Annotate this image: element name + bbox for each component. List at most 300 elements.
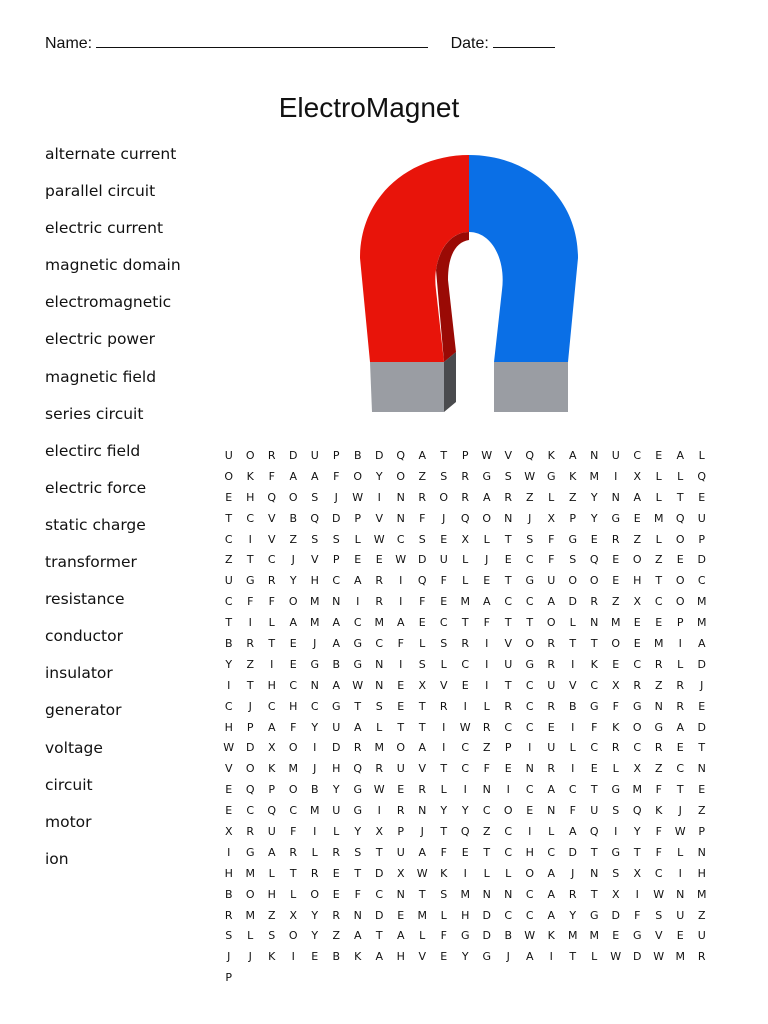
grid-letter[interactable]: Y [440, 804, 448, 818]
grid-letter[interactable]: F [655, 845, 662, 859]
grid-letter[interactable]: I [291, 950, 295, 964]
grid-letter[interactable]: E [332, 866, 340, 880]
grid-letter[interactable]: B [224, 637, 233, 651]
grid-letter[interactable]: X [547, 511, 556, 525]
grid-letter[interactable]: S [440, 637, 448, 651]
grid-letter[interactable]: F [397, 637, 404, 651]
grid-letter[interactable]: O [675, 595, 685, 609]
grid-letter[interactable]: C [224, 699, 233, 713]
grid-letter[interactable]: I [485, 637, 489, 651]
grid-letter[interactable]: L [569, 616, 576, 630]
grid-letter[interactable]: I [399, 574, 403, 588]
grid-letter[interactable]: T [590, 887, 598, 901]
grid-letter[interactable]: D [375, 866, 384, 880]
grid-letter[interactable]: O [482, 511, 492, 525]
grid-letter[interactable]: G [525, 574, 535, 588]
grid-letter[interactable]: S [268, 929, 276, 943]
grid-letter[interactable]: C [504, 908, 513, 922]
grid-letter[interactable]: W [524, 929, 536, 943]
grid-letter[interactable]: O [525, 866, 535, 880]
grid-letter[interactable]: G [525, 657, 535, 671]
grid-letter[interactable]: R [697, 950, 706, 964]
grid-letter[interactable]: U [504, 657, 513, 671]
grid-letter[interactable]: X [633, 469, 642, 483]
grid-letter[interactable]: U [439, 553, 448, 567]
grid-letter[interactable]: O [224, 469, 234, 483]
grid-letter[interactable]: X [375, 825, 384, 839]
grid-letter[interactable]: J [248, 699, 252, 713]
grid-letter[interactable]: M [310, 595, 320, 609]
grid-letter[interactable]: Q [460, 511, 470, 525]
grid-letter[interactable]: J [571, 866, 575, 880]
grid-letter[interactable]: A [353, 929, 362, 943]
grid-letter[interactable]: E [698, 783, 706, 797]
grid-letter[interactable]: A [332, 678, 341, 692]
grid-letter[interactable]: I [549, 950, 553, 964]
grid-letter[interactable]: N [547, 804, 556, 818]
grid-letter[interactable]: A [633, 490, 642, 504]
grid-letter[interactable]: N [396, 490, 405, 504]
grid-letter[interactable]: W [481, 449, 493, 462]
grid-letter[interactable]: T [418, 699, 426, 713]
grid-letter[interactable]: J [291, 553, 295, 567]
grid-letter[interactable]: C [482, 804, 491, 818]
grid-letter[interactable]: T [676, 490, 684, 504]
grid-letter[interactable]: D [611, 908, 620, 922]
grid-letter[interactable]: C [654, 595, 663, 609]
grid-letter[interactable]: C [525, 720, 534, 734]
grid-letter[interactable]: X [224, 825, 233, 839]
grid-letter[interactable]: Q [417, 574, 427, 588]
grid-letter[interactable]: C [633, 657, 642, 671]
grid-letter[interactable]: L [376, 720, 383, 734]
grid-letter[interactable]: R [461, 469, 470, 483]
grid-letter[interactable]: O [632, 720, 642, 734]
grid-letter[interactable]: T [225, 616, 233, 630]
grid-letter[interactable]: V [654, 929, 663, 943]
grid-letter[interactable]: N [310, 678, 319, 692]
grid-letter[interactable]: G [245, 845, 255, 859]
grid-letter[interactable]: R [676, 678, 685, 692]
grid-letter[interactable]: Z [224, 553, 233, 567]
grid-letter[interactable]: C [525, 887, 534, 901]
grid-letter[interactable]: C [461, 741, 470, 755]
grid-letter[interactable]: R [654, 741, 663, 755]
grid-letter[interactable]: V [267, 511, 276, 525]
grid-letter[interactable]: C [267, 699, 276, 713]
grid-letter[interactable]: Q [310, 511, 320, 525]
grid-letter[interactable]: P [676, 616, 684, 630]
grid-letter[interactable]: V [267, 532, 276, 546]
grid-letter[interactable]: A [568, 825, 577, 839]
grid-letter[interactable]: L [440, 908, 447, 922]
grid-letter[interactable]: G [310, 657, 320, 671]
grid-letter[interactable]: C [310, 699, 319, 713]
grid-letter[interactable]: L [483, 532, 490, 546]
grid-letter[interactable]: C [525, 908, 534, 922]
grid-letter[interactable]: C [439, 616, 448, 630]
grid-letter[interactable]: T [375, 929, 383, 943]
grid-letter[interactable]: L [612, 762, 619, 776]
grid-letter[interactable]: M [611, 616, 621, 630]
grid-letter[interactable]: O [288, 490, 298, 504]
grid-letter[interactable]: F [548, 532, 555, 546]
grid-letter[interactable]: R [375, 574, 384, 588]
grid-letter[interactable]: T [440, 449, 448, 462]
grid-letter[interactable]: H [461, 908, 470, 922]
grid-letter[interactable]: M [632, 783, 642, 797]
grid-letter[interactable]: E [698, 699, 706, 713]
grid-letter[interactable]: Q [267, 490, 277, 504]
grid-letter[interactable]: Y [311, 929, 319, 943]
grid-letter[interactable]: V [418, 762, 427, 776]
grid-letter[interactable]: X [611, 678, 620, 692]
grid-letter[interactable]: H [224, 866, 233, 880]
grid-letter[interactable]: R [267, 574, 276, 588]
grid-letter[interactable]: P [354, 511, 362, 525]
grid-letter[interactable]: L [483, 866, 490, 880]
grid-letter[interactable]: E [698, 490, 706, 504]
grid-letter[interactable]: P [225, 971, 233, 985]
grid-letter[interactable]: H [267, 887, 276, 901]
grid-letter[interactable]: E [225, 490, 233, 504]
grid-letter[interactable]: V [418, 950, 427, 964]
grid-letter[interactable]: G [353, 657, 363, 671]
grid-letter[interactable]: K [354, 950, 362, 964]
grid-letter[interactable]: R [482, 720, 491, 734]
grid-letter[interactable]: K [547, 449, 555, 462]
grid-letter[interactable]: U [332, 720, 341, 734]
grid-letter[interactable]: I [442, 741, 446, 755]
grid-letter[interactable]: H [697, 866, 706, 880]
grid-letter[interactable]: F [655, 783, 662, 797]
grid-letter[interactable]: P [332, 449, 340, 462]
grid-letter[interactable]: Z [267, 908, 276, 922]
grid-letter[interactable]: U [547, 574, 556, 588]
grid-letter[interactable]: E [289, 637, 297, 651]
grid-letter[interactable]: Z [289, 532, 298, 546]
grid-letter[interactable]: K [590, 657, 598, 671]
grid-letter[interactable]: Y [569, 908, 577, 922]
grid-letter[interactable]: X [289, 908, 298, 922]
grid-letter[interactable]: P [698, 825, 706, 839]
grid-letter[interactable]: F [483, 762, 490, 776]
grid-letter[interactable]: R [547, 699, 556, 713]
grid-letter[interactable]: O [589, 574, 599, 588]
grid-letter[interactable]: R [289, 845, 298, 859]
grid-letter[interactable]: A [568, 449, 577, 462]
grid-letter[interactable]: Q [353, 762, 363, 776]
grid-letter[interactable]: I [463, 866, 467, 880]
grid-letter[interactable]: L [462, 553, 469, 567]
grid-letter[interactable]: S [612, 804, 620, 818]
grid-letter[interactable]: R [418, 783, 427, 797]
grid-letter[interactable]: E [332, 887, 340, 901]
grid-letter[interactable]: V [224, 762, 233, 776]
grid-letter[interactable]: E [590, 762, 598, 776]
grid-letter[interactable]: T [418, 887, 426, 901]
grid-letter[interactable]: E [633, 511, 641, 525]
grid-letter[interactable]: Y [225, 657, 233, 671]
grid-letter[interactable]: S [354, 845, 362, 859]
grid-letter[interactable]: T [483, 845, 491, 859]
grid-letter[interactable]: R [396, 804, 405, 818]
grid-letter[interactable]: F [290, 720, 297, 734]
grid-letter[interactable]: E [526, 804, 534, 818]
grid-letter[interactable]: G [353, 637, 363, 651]
grid-letter[interactable]: N [697, 845, 706, 859]
grid-letter[interactable]: R [332, 845, 341, 859]
grid-letter[interactable]: G [460, 929, 470, 943]
grid-letter[interactable]: L [677, 845, 684, 859]
grid-letter[interactable]: A [676, 449, 685, 462]
grid-letter[interactable]: I [678, 637, 682, 651]
grid-letter[interactable]: L [268, 616, 275, 630]
grid-letter[interactable]: R [224, 908, 233, 922]
grid-letter[interactable]: O [525, 637, 535, 651]
grid-letter[interactable]: S [311, 532, 319, 546]
grid-letter[interactable]: R [676, 699, 685, 713]
grid-letter[interactable]: I [635, 887, 639, 901]
grid-letter[interactable]: L [247, 929, 254, 943]
grid-letter[interactable]: E [612, 657, 620, 671]
grid-letter[interactable]: C [633, 741, 642, 755]
grid-letter[interactable]: K [246, 469, 254, 483]
grid-letter[interactable]: N [482, 887, 491, 901]
grid-letter[interactable]: G [589, 908, 599, 922]
grid-letter[interactable]: L [483, 699, 490, 713]
grid-letter[interactable]: T [354, 699, 362, 713]
grid-letter[interactable]: M [417, 908, 427, 922]
grid-letter[interactable]: Y [332, 783, 340, 797]
grid-letter[interactable]: F [569, 804, 576, 818]
grid-letter[interactable]: F [333, 469, 340, 483]
grid-letter[interactable]: A [310, 469, 319, 483]
grid-letter[interactable]: F [247, 595, 254, 609]
grid-letter[interactable]: Z [568, 490, 577, 504]
grid-letter[interactable]: R [547, 657, 556, 671]
grid-letter[interactable]: L [655, 532, 662, 546]
grid-letter[interactable]: E [655, 616, 663, 630]
grid-letter[interactable]: E [483, 574, 491, 588]
grid-letter[interactable]: I [678, 866, 682, 880]
grid-letter[interactable]: Q [589, 825, 599, 839]
grid-letter[interactable]: P [461, 449, 469, 462]
grid-letter[interactable]: C [246, 804, 255, 818]
grid-letter[interactable]: R [461, 637, 470, 651]
grid-letter[interactable]: L [677, 657, 684, 671]
grid-letter[interactable]: U [396, 762, 405, 776]
grid-letter[interactable]: L [419, 637, 426, 651]
grid-letter[interactable]: Y [311, 908, 319, 922]
grid-letter[interactable]: E [311, 950, 319, 964]
grid-letter[interactable]: I [614, 469, 618, 483]
grid-letter[interactable]: C [289, 678, 298, 692]
grid-letter[interactable]: E [225, 804, 233, 818]
grid-letter[interactable]: F [634, 908, 641, 922]
grid-letter[interactable]: I [270, 657, 274, 671]
grid-letter[interactable]: M [697, 887, 707, 901]
grid-letter[interactable]: N [375, 657, 384, 671]
grid-letter[interactable]: W [653, 950, 665, 964]
grid-letter[interactable]: E [676, 553, 684, 567]
grid-letter[interactable]: Q [245, 783, 255, 797]
grid-letter[interactable]: E [504, 762, 512, 776]
grid-letter[interactable]: T [461, 616, 469, 630]
grid-letter[interactable]: V [568, 678, 577, 692]
grid-letter[interactable]: I [571, 720, 575, 734]
grid-letter[interactable]: D [418, 553, 427, 567]
grid-letter[interactable]: Y [289, 574, 297, 588]
grid-letter[interactable]: G [245, 574, 255, 588]
grid-letter[interactable]: C [504, 720, 513, 734]
grid-letter[interactable]: S [332, 532, 340, 546]
grid-letter[interactable]: M [589, 929, 599, 943]
grid-letter[interactable]: E [612, 553, 620, 567]
grid-letter[interactable]: L [505, 866, 512, 880]
grid-letter[interactable]: F [419, 595, 426, 609]
grid-letter[interactable]: G [632, 929, 642, 943]
grid-letter[interactable]: F [268, 469, 275, 483]
grid-letter[interactable]: C [525, 783, 534, 797]
grid-letter[interactable]: R [611, 741, 620, 755]
grid-letter[interactable]: Q [697, 469, 707, 483]
grid-letter[interactable]: L [268, 866, 275, 880]
grid-letter[interactable]: E [440, 532, 448, 546]
grid-letter[interactable]: D [332, 741, 341, 755]
grid-letter[interactable]: F [354, 887, 361, 901]
grid-letter[interactable]: D [332, 511, 341, 525]
grid-letter[interactable]: Q [267, 804, 277, 818]
grid-letter[interactable]: M [589, 469, 599, 483]
grid-letter[interactable]: F [440, 929, 447, 943]
grid-letter[interactable]: S [311, 490, 319, 504]
grid-letter[interactable]: O [288, 783, 298, 797]
grid-letter[interactable]: S [418, 657, 426, 671]
grid-letter[interactable]: N [611, 490, 620, 504]
grid-letter[interactable]: V [504, 449, 513, 462]
grid-letter[interactable]: I [463, 699, 467, 713]
grid-letter[interactable]: S [375, 699, 383, 713]
grid-letter[interactable]: S [655, 908, 663, 922]
grid-letter[interactable]: C [525, 595, 534, 609]
grid-letter[interactable]: L [548, 490, 555, 504]
grid-letter[interactable]: W [674, 825, 686, 839]
grid-letter[interactable]: W [416, 866, 428, 880]
grid-letter[interactable]: C [654, 866, 663, 880]
grid-letter[interactable]: N [396, 887, 405, 901]
grid-letter[interactable]: U [396, 845, 405, 859]
grid-letter[interactable]: N [525, 762, 534, 776]
grid-letter[interactable]: S [225, 929, 233, 943]
grid-letter[interactable]: G [611, 845, 621, 859]
name-field-line[interactable] [96, 32, 428, 48]
grid-letter[interactable]: A [332, 616, 341, 630]
grid-letter[interactable]: I [313, 825, 317, 839]
grid-letter[interactable]: I [399, 595, 403, 609]
grid-letter[interactable]: A [547, 783, 556, 797]
grid-letter[interactable]: G [353, 783, 363, 797]
grid-letter[interactable]: O [288, 741, 298, 755]
grid-letter[interactable]: Z [654, 762, 663, 776]
grid-letter[interactable]: T [268, 637, 276, 651]
grid-letter[interactable]: P [246, 720, 254, 734]
grid-letter[interactable]: T [504, 616, 512, 630]
grid-letter[interactable]: O [396, 469, 406, 483]
grid-letter[interactable]: L [655, 469, 662, 483]
grid-letter[interactable]: U [611, 449, 620, 462]
grid-letter[interactable]: T [569, 637, 577, 651]
grid-letter[interactable]: G [654, 720, 664, 734]
grid-letter[interactable]: M [374, 741, 384, 755]
grid-letter[interactable]: R [375, 595, 384, 609]
grid-letter[interactable]: D [697, 553, 706, 567]
grid-letter[interactable]: G [568, 532, 578, 546]
grid-letter[interactable]: S [440, 469, 448, 483]
grid-letter[interactable]: B [310, 783, 319, 797]
grid-letter[interactable]: Y [633, 825, 641, 839]
grid-letter[interactable]: T [590, 783, 598, 797]
grid-letter[interactable]: L [440, 657, 447, 671]
grid-letter[interactable]: R [547, 762, 556, 776]
grid-letter[interactable]: O [396, 741, 406, 755]
grid-letter[interactable]: X [633, 866, 642, 880]
grid-letter[interactable]: O [632, 553, 642, 567]
grid-letter[interactable]: T [526, 616, 534, 630]
grid-letter[interactable]: Z [332, 929, 341, 943]
grid-letter[interactable]: R [504, 490, 513, 504]
word-search-grid[interactable] [218, 446, 713, 989]
grid-letter[interactable]: E [397, 908, 405, 922]
grid-letter[interactable]: U [224, 574, 233, 588]
grid-letter[interactable]: T [440, 762, 448, 776]
grid-letter[interactable]: S [504, 469, 512, 483]
grid-letter[interactable]: L [333, 825, 340, 839]
grid-letter[interactable]: C [396, 532, 405, 546]
grid-letter[interactable]: E [397, 783, 405, 797]
grid-letter[interactable]: C [547, 845, 556, 859]
grid-letter[interactable]: Y [311, 720, 319, 734]
grid-letter[interactable]: R [439, 699, 448, 713]
grid-letter[interactable]: M [310, 804, 320, 818]
grid-letter[interactable]: C [375, 637, 384, 651]
grid-letter[interactable]: N [482, 783, 491, 797]
grid-letter[interactable]: P [569, 511, 577, 525]
grid-letter[interactable]: U [547, 741, 556, 755]
grid-letter[interactable]: U [547, 678, 556, 692]
grid-letter[interactable]: C [224, 532, 233, 546]
grid-letter[interactable]: I [614, 825, 618, 839]
grid-letter[interactable]: T [418, 720, 426, 734]
grid-letter[interactable]: C [289, 804, 298, 818]
grid-letter[interactable]: D [246, 741, 255, 755]
grid-letter[interactable]: W [395, 553, 407, 567]
grid-letter[interactable]: W [653, 887, 665, 901]
grid-letter[interactable]: Y [375, 469, 383, 483]
grid-letter[interactable]: T [633, 845, 641, 859]
grid-letter[interactable]: Q [396, 449, 406, 462]
grid-letter[interactable]: B [504, 929, 513, 943]
grid-letter[interactable]: D [482, 929, 491, 943]
grid-letter[interactable]: N [396, 511, 405, 525]
grid-letter[interactable]: L [290, 887, 297, 901]
grid-letter[interactable]: N [375, 678, 384, 692]
grid-letter[interactable]: R [246, 825, 255, 839]
grid-letter[interactable]: I [571, 762, 575, 776]
grid-letter[interactable]: R [611, 532, 620, 546]
grid-letter[interactable]: M [675, 950, 685, 964]
grid-letter[interactable]: J [485, 553, 489, 567]
